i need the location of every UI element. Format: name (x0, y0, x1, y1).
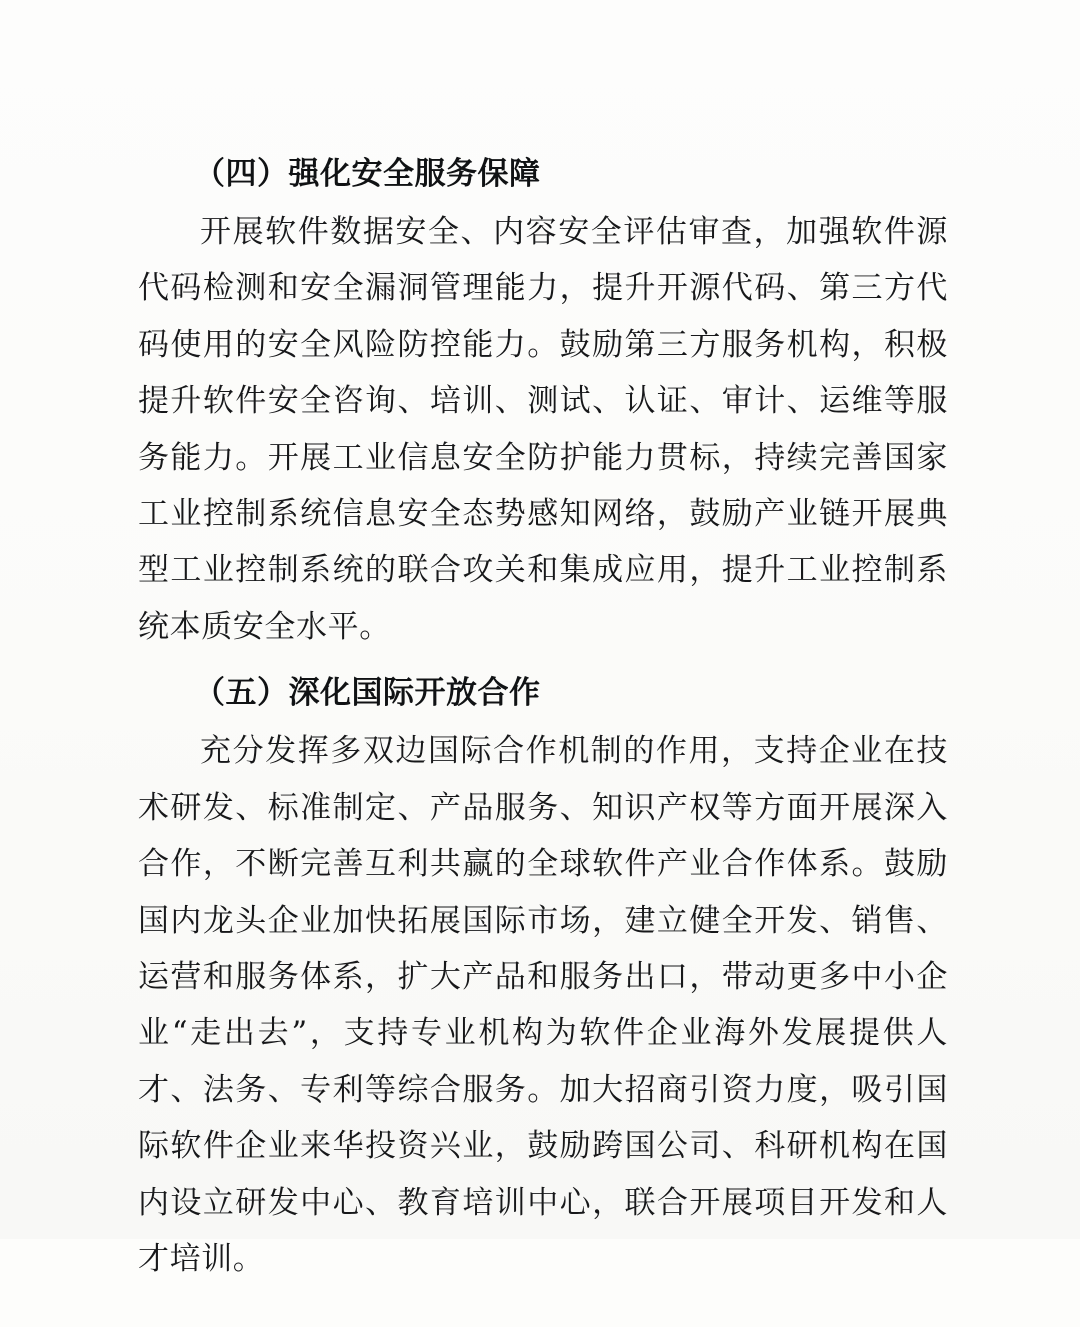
section-strengthen-security-service (138, 150, 948, 655)
section-deepen-international-cooperation (138, 669, 948, 1287)
section-paragraph: 开展软件数据安全、内容安全评估审查，加强软件源代码检测和安全漏洞管理能力，提升开源代码、第三方代码使用的安全风险防控能力。鼓励第三方服务机构，积极提升软件安全咨询、培训、测试、认证、审计、运维等服务能力。开展工业信息安全防护能力贯标，持续完善国家工业控制系统信息安全态势感知网络，鼓励产业链开展典型工业控制系统的联合攻关和集成应用，提升工业控制系统本质安全水平。 (138, 214, 948, 645)
section-heading: （五）深化国际开放合作 (194, 675, 541, 712)
page-bottom-spacer (138, 1287, 948, 1327)
section-paragraph: 充分发挥多双边国际合作机制的作用，支持企业在技术研发、标准制定、产品服务、知识产权等方面开展深入合作，不断完善互利共赢的全球软件产业合作体系。鼓励国内龙头企业加快拓展国际市场，建立健全开发、销售、运营和服务体系，扩大产品和服务出口，带动更多中小企业“走出去”，支持专业机构为软件企业海外发展提供人才、法务、专利等综合服务。加大招商引资力度，吸引国际软件企业来华投资兴业，鼓励跨国公司、科研机构在国内设立研发中心、教育培训中心，联合开展项目开发和人才培训。 (138, 733, 948, 1277)
document-content (138, 150, 948, 1327)
section-heading: （四）强化安全服务保障 (194, 156, 541, 192)
